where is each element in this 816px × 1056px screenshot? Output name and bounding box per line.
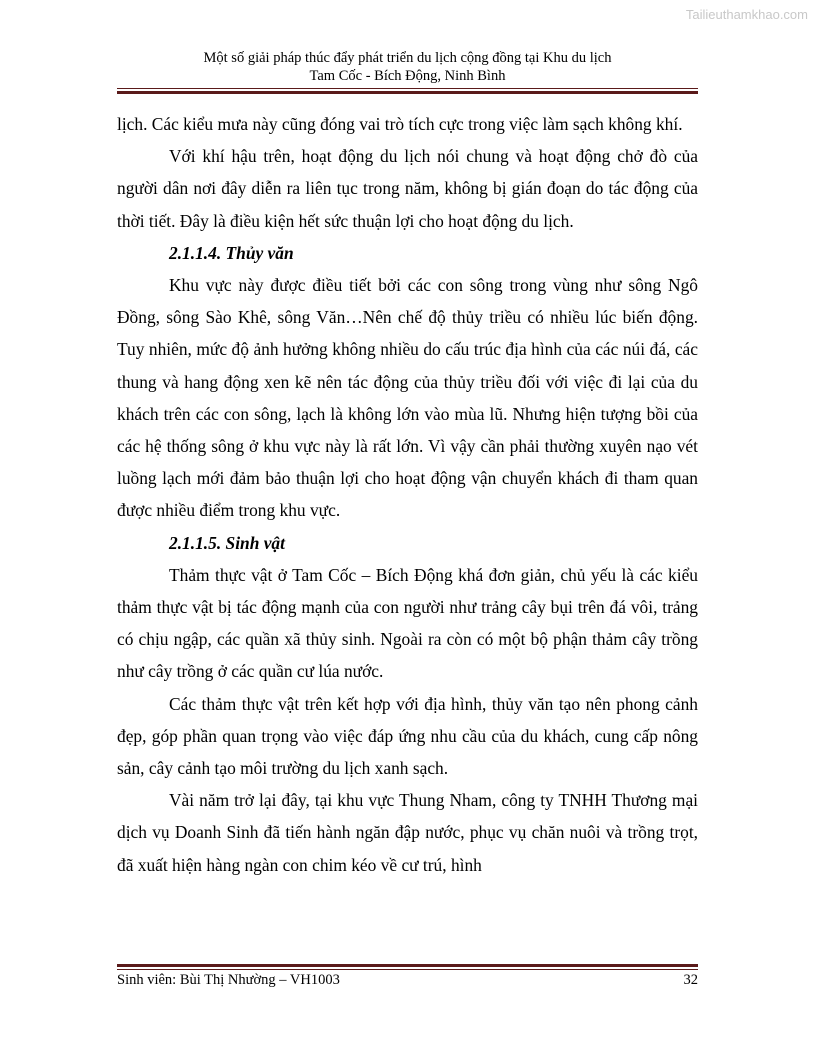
header-rule-thick: [117, 91, 698, 94]
header-rule-thin: [117, 88, 698, 89]
paragraph: Khu vực này được điều tiết bởi các con sông trong vùng như sông Ngô Đồng, sông Sào Khê, sông Văn…Nên chế độ thủy triều có nhiều lúc biến động. Tuy nhiên, mức độ ảnh hưởng không nhiều do cấu trúc địa hình của các núi đá, các thung và hang động xen kẽ nên tác động của thủy triều đối với việc đi lại của du khách trên các con sông, lạch là không lớn vào mùa lũ. Nhưng hiện tượng bồi của các hệ thống sông ở khu vực này là rất lớn. Vì vậy cần phải thường xuyên nạo vét luồng lạch mới đảm bảo thuận lợi cho hoạt động vận chuyển khách đi tham quan được nhiều điểm trong khu vực.: [117, 275, 698, 521]
paragraph: lịch. Các kiểu mưa này cũng đóng vai trò tích cực trong việc làm sạch không khí.: [117, 114, 683, 134]
page-header: [117, 49, 698, 85]
paragraph: Các thảm thực vật trên kết hợp với địa hình, thủy văn tạo nên phong cảnh đẹp, góp phần quan trọng vào việc đáp ứng nhu cầu của du khách, cung cấp nông sản, cây cảnh tạo môi trường du lịch xanh sạch.: [117, 693, 698, 779]
watermark: Tailieuthamkhao.com: [685, 7, 808, 22]
paragraph: Vài năm trở lại đây, tại khu vực Thung Nham, công ty TNHH Thương mại dịch vụ Doanh Sinh đã tiến hành ngăn đập nước, phục vụ chăn nuôi và trồng trọt, đã xuất hiện hàng ngàn con chim kéo về cư trú, hình: [117, 790, 698, 875]
page-footer: [117, 972, 698, 989]
page-number: 32: [683, 972, 698, 988]
footer-rule-thick: [117, 964, 698, 967]
document-body: [117, 108, 698, 881]
paragraph: Thảm thực vật ở Tam Cốc – Bích Động khá đơn giản, chủ yếu là các kiểu thảm thực vật bị tác động mạnh của con người như trảng cây bụi trên đá vôi, trảng có chịu ngập, các quần xã thủy sinh. Ngoài ra còn có một bộ phận thảm cây trồng như cây trồng ở các quần cư lúa nước.: [117, 564, 698, 682]
footer-student: Sinh viên: Bùi Thị Nhường – VH1003: [117, 972, 340, 988]
footer-rule-thin: [117, 969, 698, 970]
paragraph: Với khí hậu trên, hoạt động du lịch nói chung và hoạt động chở đò của người dân nơi đây diễn ra liên tục trong năm, không bị gián đoạn do tác động của thời tiết. Đây là điều kiện hết sức thuận lợi cho hoạt động du lịch.: [117, 146, 698, 231]
section-heading-biology: 2.1.1.5. Sinh vật: [169, 532, 285, 553]
header-title-line-1: Một số giải pháp thúc đẩy phát triển du lịch cộng đồng tại Khu du lịch: [203, 50, 612, 66]
header-title-line-2: Tam Cốc - Bích Động, Ninh Bình: [309, 68, 506, 84]
section-heading-hydrology: 2.1.1.4. Thủy văn: [169, 242, 294, 263]
